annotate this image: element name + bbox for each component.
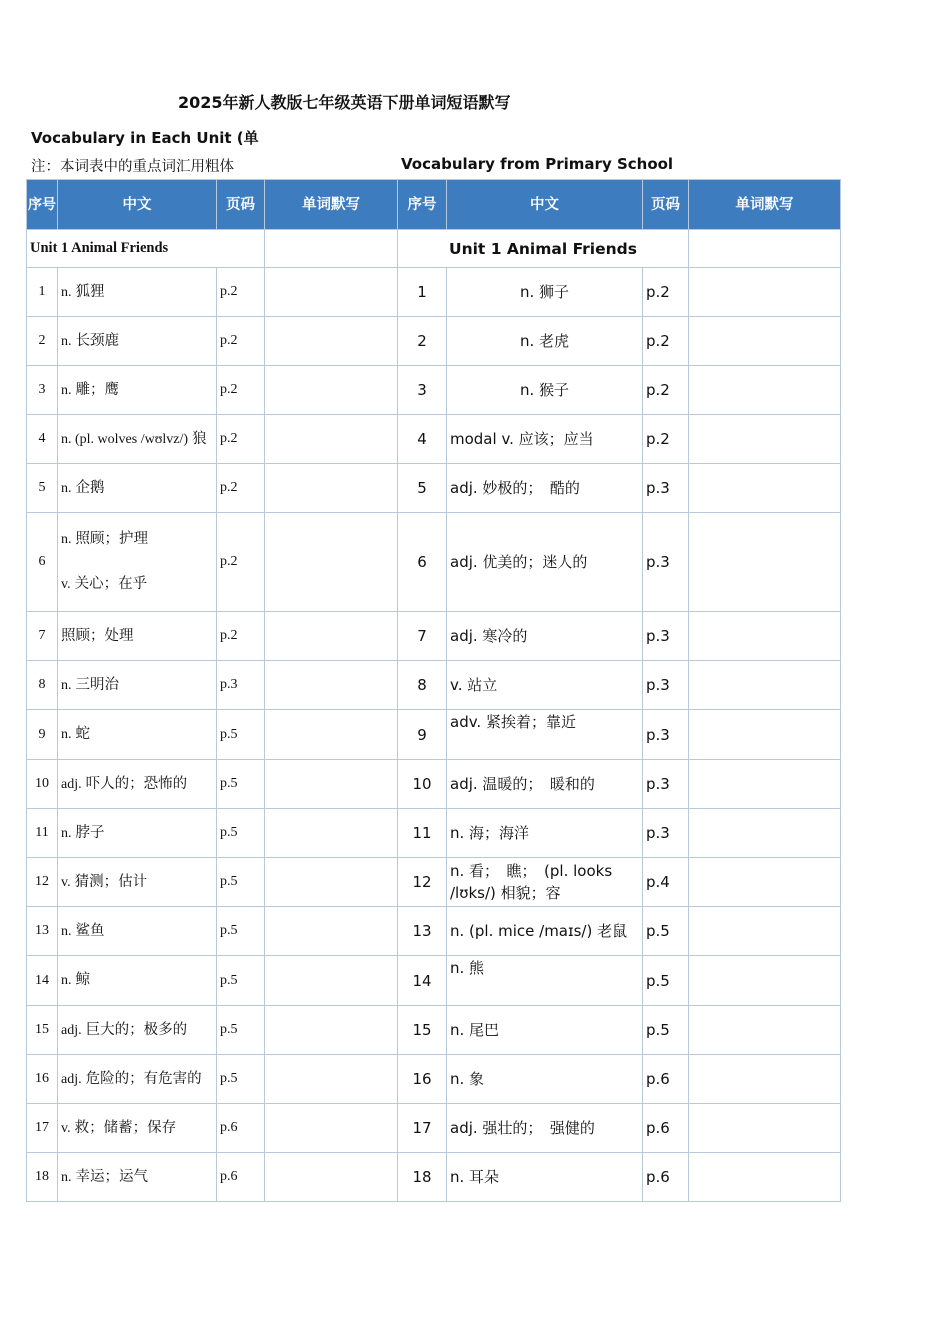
left-num: 3	[27, 366, 58, 415]
left-meaning: 照顾；处理	[61, 628, 134, 644]
right-chinese: n. 看； 瞧； (pl. looks /lʊks/) 相貌；容	[447, 858, 643, 907]
vocab-primary-heading: Vocabulary from Primary School	[401, 155, 674, 173]
left-dictation-cell[interactable]	[265, 710, 398, 760]
right-chinese: adj. 寒冷的	[447, 612, 643, 661]
left-page: p.5	[217, 907, 265, 956]
left-meaning: 猜测；估计	[74, 873, 148, 890]
right-chinese: adj. 妙极的； 酷的	[447, 464, 643, 513]
left-chinese	[58, 858, 217, 907]
right-page: p.3	[643, 464, 689, 513]
left-pos: n.	[61, 923, 72, 939]
unit-dictation-right[interactable]	[689, 230, 841, 268]
header-page-right: 页码	[643, 180, 689, 230]
left-num: 12	[27, 858, 58, 907]
right-num: 13	[398, 907, 447, 956]
header-dictation-right: 单词默写	[689, 180, 841, 230]
left-dictation-cell[interactable]	[265, 317, 398, 366]
left-meaning-2: 关心；在乎	[74, 576, 148, 592]
right-dictation-cell[interactable]	[689, 710, 841, 760]
right-chinese: n. 海；海洋	[447, 809, 643, 858]
left-pos-2: v.	[61, 577, 71, 592]
left-chinese	[58, 612, 217, 661]
right-page: p.3	[643, 710, 689, 760]
left-page: p.2	[217, 415, 265, 464]
unit-row	[27, 230, 841, 268]
right-chinese: n. 狮子	[447, 268, 643, 317]
right-chinese: modal v. 应该；应当	[447, 415, 643, 464]
left-meaning: 狼	[192, 430, 207, 447]
header-page-left: 页码	[217, 180, 265, 230]
left-page: p.5	[217, 1055, 265, 1104]
left-chinese	[58, 513, 217, 612]
table-row	[27, 809, 841, 858]
table-row	[27, 1153, 841, 1202]
right-num: 7	[398, 612, 447, 661]
right-chinese: n. 尾巴	[447, 1006, 643, 1055]
left-sense	[61, 331, 213, 352]
left-pos: n.	[61, 727, 72, 742]
left-pos: n.	[61, 333, 72, 349]
left-page: p.2	[217, 366, 265, 415]
right-page: p.2	[643, 268, 689, 317]
right-page: p.5	[643, 1006, 689, 1055]
left-dictation-cell[interactable]	[265, 760, 398, 809]
right-num: 18	[398, 1153, 447, 1202]
left-num: 13	[27, 907, 58, 956]
right-num: 6	[398, 513, 447, 612]
left-page: p.5	[217, 1006, 265, 1055]
left-dictation-cell[interactable]	[265, 366, 398, 415]
left-chinese	[58, 317, 217, 366]
header-num-left: 序号	[27, 180, 58, 230]
right-chinese: n. 耳朵	[447, 1153, 643, 1202]
header-row	[27, 180, 841, 230]
table-row	[27, 1055, 841, 1104]
right-chinese: n. 象	[447, 1055, 643, 1104]
right-num: 1	[398, 268, 447, 317]
left-sense	[61, 675, 213, 696]
left-num: 7	[27, 612, 58, 661]
left-page: p.2	[217, 464, 265, 513]
left-sense	[61, 282, 213, 303]
left-meaning: 救；储蓄；保存	[74, 1119, 177, 1136]
left-sense	[61, 478, 213, 499]
right-dictation-cell[interactable]	[689, 1006, 841, 1055]
left-pos: n.	[61, 1169, 72, 1185]
left-sense	[61, 1167, 213, 1188]
right-dictation-cell[interactable]	[689, 464, 841, 513]
table-row	[27, 513, 841, 612]
left-page: p.5	[217, 710, 265, 760]
unit-dictation-left[interactable]	[265, 230, 398, 268]
left-meaning: 三明治	[75, 676, 119, 693]
right-chinese: adj. 强壮的； 强健的	[447, 1104, 643, 1153]
right-num: 11	[398, 809, 447, 858]
header-num-right: 序号	[398, 180, 447, 230]
table-row	[27, 956, 841, 1006]
left-page: p.2	[217, 268, 265, 317]
right-dictation-cell[interactable]	[689, 415, 841, 464]
right-page: p.2	[643, 415, 689, 464]
left-sense	[61, 429, 213, 450]
left-pos: n.	[61, 677, 72, 693]
right-num: 9	[398, 710, 447, 760]
left-pos: n.	[61, 284, 72, 300]
table-row	[27, 760, 841, 809]
right-dictation-cell[interactable]	[689, 612, 841, 661]
left-pos: n.	[61, 382, 72, 398]
left-meaning: 鲸	[75, 972, 90, 988]
left-chinese	[58, 366, 217, 415]
left-num: 10	[27, 760, 58, 809]
header-chinese-left: 中文	[58, 180, 217, 230]
table-row	[27, 317, 841, 366]
left-sense	[61, 921, 213, 942]
right-page: p.3	[643, 513, 689, 612]
left-meaning: 企鹅	[75, 479, 105, 496]
vocabulary-table	[26, 179, 841, 1202]
right-dictation-cell[interactable]	[689, 760, 841, 809]
left-num: 9	[27, 710, 58, 760]
table-row	[27, 464, 841, 513]
right-page: p.3	[643, 661, 689, 710]
table-row	[27, 661, 841, 710]
left-dictation-cell[interactable]	[265, 1055, 398, 1104]
table-row	[27, 907, 841, 956]
left-page: p.2	[217, 612, 265, 661]
right-chinese: adj. 温暖的； 暖和的	[447, 760, 643, 809]
right-num: 3	[398, 366, 447, 415]
left-num: 8	[27, 661, 58, 710]
right-page: p.6	[643, 1055, 689, 1104]
right-page: p.3	[643, 760, 689, 809]
left-num: 18	[27, 1153, 58, 1202]
right-num: 4	[398, 415, 447, 464]
right-dictation-cell[interactable]	[689, 858, 841, 907]
table-row	[27, 612, 841, 661]
left-dictation-cell[interactable]	[265, 907, 398, 956]
left-num: 4	[27, 415, 58, 464]
right-dictation-cell[interactable]	[689, 1153, 841, 1202]
left-pos: n. (pl. wolves /wʊlvz/)	[61, 431, 189, 447]
right-num: 17	[398, 1104, 447, 1153]
left-sense	[61, 1020, 213, 1041]
table-row	[27, 366, 841, 415]
right-chinese: n. 猴子	[447, 366, 643, 415]
left-chinese	[58, 1055, 217, 1104]
page-title: 2025年新人教版七年级英语下册单词短语默写	[178, 93, 511, 112]
right-dictation-cell[interactable]	[689, 268, 841, 317]
left-dictation-cell[interactable]	[265, 956, 398, 1006]
left-dictation-cell[interactable]	[265, 1006, 398, 1055]
unit-title-right: Unit 1 Animal Friends	[398, 230, 689, 268]
right-num: 5	[398, 464, 447, 513]
right-num: 10	[398, 760, 447, 809]
left-chinese	[58, 415, 217, 464]
left-chinese	[58, 464, 217, 513]
left-sense	[61, 529, 213, 550]
table-row	[27, 1104, 841, 1153]
left-num: 17	[27, 1104, 58, 1153]
left-page: p.6	[217, 1153, 265, 1202]
left-num: 1	[27, 268, 58, 317]
right-num: 2	[398, 317, 447, 366]
left-pos: adj.	[61, 776, 82, 792]
left-chinese	[58, 710, 217, 760]
left-dictation-cell[interactable]	[265, 415, 398, 464]
table-row	[27, 268, 841, 317]
left-num: 16	[27, 1055, 58, 1104]
left-dictation-cell[interactable]	[265, 513, 398, 612]
right-dictation-cell[interactable]	[689, 1104, 841, 1153]
right-page: p.2	[643, 317, 689, 366]
header-dictation-left: 单词默写	[265, 180, 398, 230]
right-page: p.3	[643, 612, 689, 661]
left-meaning: 脖子	[75, 824, 105, 841]
left-sense-2	[61, 574, 213, 595]
left-page: p.5	[217, 760, 265, 809]
left-num: 14	[27, 956, 58, 1006]
left-meaning: 雕；鹰	[75, 381, 119, 398]
left-num: 6	[27, 513, 58, 612]
right-chinese: adj. 优美的；迷人的	[447, 513, 643, 612]
left-page: p.2	[217, 513, 265, 612]
right-chinese: v. 站立	[447, 661, 643, 710]
right-chinese: n. 熊	[447, 956, 643, 1006]
left-chinese	[58, 1006, 217, 1055]
left-dictation-cell[interactable]	[265, 809, 398, 858]
right-page: p.5	[643, 956, 689, 1006]
left-pos: n.	[61, 532, 72, 547]
left-meaning: 幸运；运气	[75, 1168, 148, 1185]
left-chinese	[58, 1153, 217, 1202]
left-meaning: 巨大的；极多的	[85, 1021, 188, 1038]
left-meaning: 狐狸	[75, 283, 105, 300]
right-page: p.4	[643, 858, 689, 907]
left-meaning: 蛇	[75, 726, 90, 742]
left-dictation-cell[interactable]	[265, 1104, 398, 1153]
left-num: 2	[27, 317, 58, 366]
right-dictation-cell[interactable]	[689, 513, 841, 612]
right-page: p.6	[643, 1104, 689, 1153]
left-sense	[61, 872, 213, 893]
left-dictation-cell[interactable]	[265, 612, 398, 661]
right-dictation-cell[interactable]	[689, 661, 841, 710]
table-row	[27, 710, 841, 760]
left-pos: n.	[61, 973, 72, 988]
header-chinese-right: 中文	[447, 180, 643, 230]
unit-title-left: Unit 1 Animal Friends	[27, 230, 265, 268]
left-sense	[61, 724, 213, 745]
left-num: 15	[27, 1006, 58, 1055]
left-page: p.2	[217, 317, 265, 366]
left-chinese	[58, 1104, 217, 1153]
left-meaning: 长颈鹿	[75, 332, 119, 349]
left-meaning: 照顾；护理	[75, 531, 148, 547]
left-num: 5	[27, 464, 58, 513]
table-row	[27, 1006, 841, 1055]
right-dictation-cell[interactable]	[689, 317, 841, 366]
table-row	[27, 858, 841, 907]
left-sense	[61, 1069, 213, 1090]
left-chinese	[58, 268, 217, 317]
left-chinese	[58, 956, 217, 1006]
right-num: 16	[398, 1055, 447, 1104]
left-sense	[61, 380, 213, 401]
left-meaning: 危险的；有危害的	[85, 1070, 202, 1087]
left-sense	[61, 970, 213, 991]
left-pos: n.	[61, 480, 72, 496]
note-text: 注：本词表中的重点词汇用粗体	[31, 159, 234, 175]
right-dictation-cell[interactable]	[689, 907, 841, 956]
left-chinese	[58, 907, 217, 956]
left-page: p.3	[217, 661, 265, 710]
left-pos: adj.	[61, 1071, 82, 1087]
right-page: p.5	[643, 907, 689, 956]
left-sense	[61, 626, 213, 646]
left-dictation-cell[interactable]	[265, 268, 398, 317]
right-num: 15	[398, 1006, 447, 1055]
left-sense	[61, 1118, 213, 1139]
right-chinese: n. (pl. mice /maɪs/) 老鼠	[447, 907, 643, 956]
left-meaning: 吓人的；恐怖的	[85, 775, 188, 792]
right-dictation-cell[interactable]	[689, 809, 841, 858]
left-pos: v.	[61, 874, 71, 890]
right-num: 14	[398, 956, 447, 1006]
left-dictation-cell[interactable]	[265, 1153, 398, 1202]
left-pos: n.	[61, 825, 72, 841]
left-sense	[61, 774, 213, 795]
right-dictation-cell[interactable]	[689, 1055, 841, 1104]
table-row	[27, 415, 841, 464]
right-chinese: adv. 紧挨着；靠近	[447, 710, 643, 760]
left-dictation-cell[interactable]	[265, 464, 398, 513]
right-num: 8	[398, 661, 447, 710]
left-dictation-cell[interactable]	[265, 661, 398, 710]
left-sense	[61, 823, 213, 844]
right-chinese: n. 老虎	[447, 317, 643, 366]
left-chinese	[58, 661, 217, 710]
right-page: p.3	[643, 809, 689, 858]
left-page: p.6	[217, 1104, 265, 1153]
left-chinese	[58, 809, 217, 858]
right-page: p.2	[643, 366, 689, 415]
left-page: p.5	[217, 809, 265, 858]
left-page: p.5	[217, 858, 265, 907]
right-page: p.6	[643, 1153, 689, 1202]
left-dictation-cell[interactable]	[265, 858, 398, 907]
left-meaning: 鲨鱼	[75, 922, 105, 939]
vocab-unit-heading: Vocabulary in Each Unit (单	[31, 129, 259, 147]
left-chinese	[58, 760, 217, 809]
left-pos: adj.	[61, 1022, 82, 1038]
left-num: 11	[27, 809, 58, 858]
right-dictation-cell[interactable]	[689, 956, 841, 1006]
left-pos: v.	[61, 1120, 71, 1136]
right-num: 12	[398, 858, 447, 907]
right-dictation-cell[interactable]	[689, 366, 841, 415]
left-page: p.5	[217, 956, 265, 1006]
